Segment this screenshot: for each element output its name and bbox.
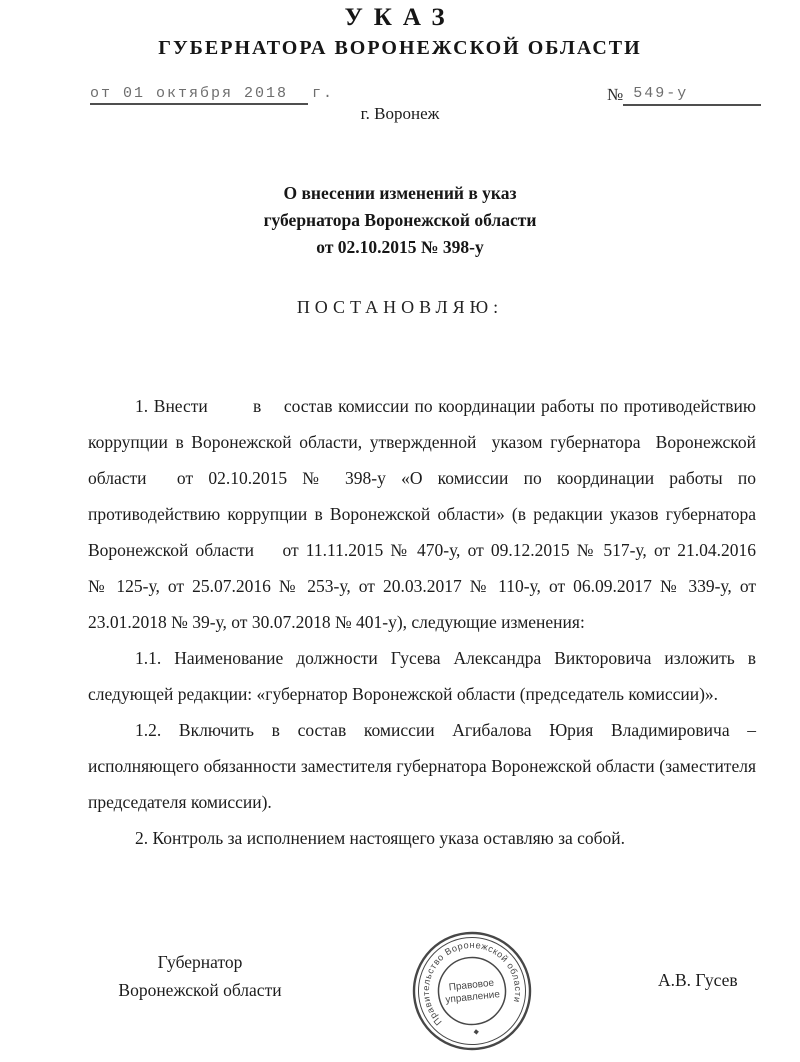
number-sign: № [607, 85, 624, 104]
stamp-bottom-marker: ◆ [473, 1028, 480, 1037]
signature-post-line-2: Воронежской области [118, 980, 282, 1000]
document-body [88, 388, 756, 856]
stamp-rim-text: Правительство Воронежской области [420, 939, 524, 1028]
document-kind-heading: УКАЗ [344, 4, 456, 31]
document-date-value: от 01 октября 2018 [90, 85, 308, 105]
document-number-line [607, 85, 761, 106]
body-paragraph-2: 2. Контроль за исполнением настоящего указа оставляю за собой. [135, 828, 626, 848]
document-title-line-3: от 02.10.2015 № 398-у [316, 237, 484, 257]
document-date-suffix: г. [312, 85, 335, 102]
body-paragraph-1: 1. Внести в состав комиссии по координации работы по противодействию коррупции в Воронежской области, утвержденной указом губернатора Воронежской области от 02.10.2015 № 398-у «О комиссии по координации работы по противодействию коррупции в Воронежской области» (в редакции указов губернатора Воронежской области от 11.11.2015 № 470-у, от 09.12.2015 № 517-у, от 21.04.2016 № 125-у, от 25.07.2016 № 253-у, от 20.03.2017 № 110-у, от 06.09.2017 № 339-у, от 23.01.2018 № 39-у, от 30.07.2018 № 401-у), следующие изменения: [88, 396, 756, 632]
body-paragraph-1-2: 1.2. Включить в состав комиссии Агибалова Юрия Владимировича – исполняющего обязанности заместителя губернатора Воронежской области (заместителя председателя комиссии). [88, 720, 756, 812]
document-title-line-2: губернатора Воронежской области [263, 210, 537, 230]
document-city: г. Воронеж [360, 104, 440, 123]
signature-post-title [102, 948, 298, 1004]
stamp-center-line-1: Правовое [448, 977, 495, 994]
document-number-value: 549-у [623, 85, 761, 106]
signature-name: А.В. Гусев [658, 970, 738, 990]
document-title-line-1: О внесении изменений в указ [283, 183, 517, 203]
body-paragraph-1-1: 1.1. Наименование должности Гусева Александра Викторовича изложить в следующей редакции: «губернатор Воронежской области (председатель комиссии)». [88, 648, 756, 704]
document-date-line [90, 85, 334, 105]
signature-post-line-1: Губернатор [157, 952, 243, 972]
resolution-word: ПОСТАНОВЛЯЮ: [296, 297, 504, 317]
legal-department-stamp-icon [401, 920, 544, 1062]
document-title [0, 180, 800, 261]
document-issuer-heading: ГУБЕРНАТОРА ВОРОНЕЖСКОЙ ОБЛАСТИ [158, 37, 642, 59]
stamp-center-line-2: управление [444, 989, 501, 1006]
